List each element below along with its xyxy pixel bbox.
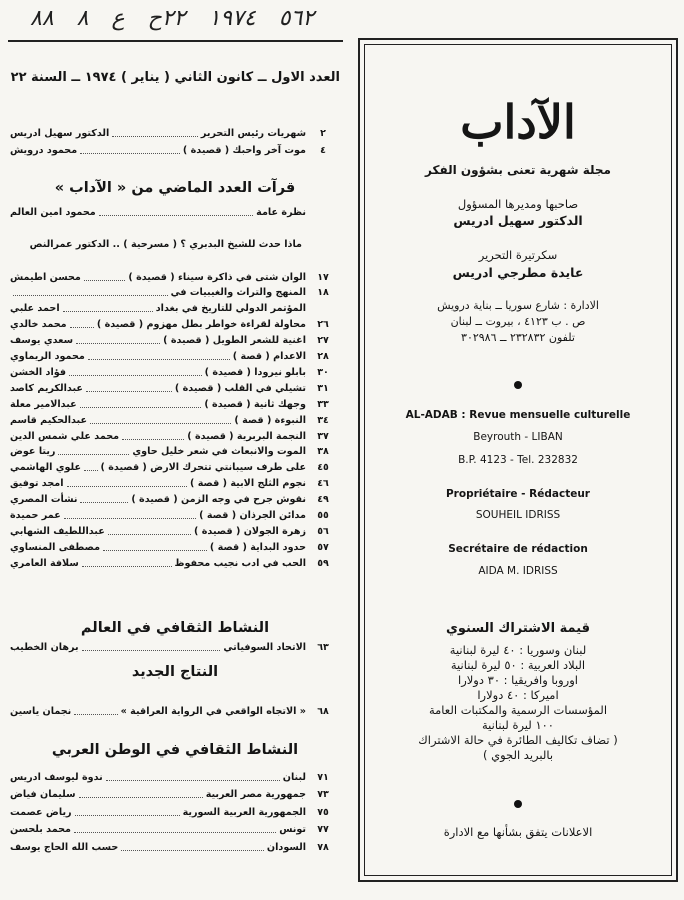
toc-title: تونس (279, 824, 306, 835)
toc-title: الاتحاد السوفياتي (223, 641, 306, 653)
toc-page: ٥٥ (317, 510, 329, 521)
magazine-title: الآداب (460, 95, 576, 149)
toc-author: عمر حميدة (10, 510, 61, 521)
toc-row[interactable] (10, 350, 340, 364)
toc-author: محسن اطيمش (10, 271, 81, 283)
toc-row[interactable] (10, 556, 340, 570)
phone-line: تلفون ٢٣٢٨٣٢ ــ ٣٠٢٩٨٦ (461, 331, 575, 344)
french-line: Beyrouth - LIBAN (473, 431, 563, 443)
toc-author: محمد بلحسن (10, 824, 71, 835)
toc-title: النبوءة ( قصة ) (234, 414, 306, 426)
toc-author: سليمان فياض (10, 789, 76, 800)
toc-author: ندوة ليوسف ادريس (10, 771, 103, 783)
toc-row[interactable] (10, 270, 340, 284)
toc-author: محمد خالدي (10, 319, 67, 331)
toc-title: الوان شتى في ذاكرة سيناء ( قصيدة ) (128, 271, 306, 283)
toc-title: السودان (266, 841, 306, 853)
hw-part: ٨٨ (30, 6, 54, 31)
secretary-name: عايدة مطرجي ادريس (452, 265, 584, 280)
toc-title: نجوم الثلج الابية ( قصة ) (190, 478, 306, 490)
french-owner-label: Propriétaire - Rédacteur (445, 488, 590, 500)
leader-dots (76, 337, 160, 344)
leader-dots (80, 147, 180, 154)
french-line: B.P. 4123 - Tel. 232832 (458, 454, 578, 466)
toc-author: علوي الهاشمي (10, 462, 82, 474)
leader-dots (82, 560, 172, 567)
leader-dots (82, 644, 221, 651)
section-title-world: النشاط الثقافي في العالم (80, 620, 270, 636)
toc-author: مصطفى المنساوي (10, 541, 101, 553)
subscription-line: ١٠٠ ليرة لبنانية (482, 718, 554, 732)
leader-dots (108, 528, 191, 535)
toc-page: ٢ (320, 127, 326, 139)
hw-part: ٥٦٢ (278, 6, 315, 31)
leader-dots (74, 708, 117, 715)
toc-page: ٧٣ (317, 789, 329, 800)
toc-author: محمود درويش (10, 144, 78, 156)
toc-page: ٥٦ (317, 525, 329, 537)
french-secretary-label: Secrétaire de rédaction (448, 543, 588, 555)
french-line: AL-ADAB : Revue mensuelle culturelle (405, 409, 631, 421)
play-line[interactable]: ماذا حدث للشيخ البدبري ؟ ( مسرحية ) .. الدكتور عمرالنص (29, 239, 302, 250)
toc-row[interactable] (10, 334, 340, 348)
subscription-line: بالبريد الجوي ) (482, 748, 554, 762)
toc-page: ٥٧ (317, 541, 329, 553)
leader-dots (84, 274, 126, 281)
toc-row[interactable] (10, 365, 340, 379)
leader-dots (70, 321, 94, 328)
toc-author: حسب الله الحاج يوسف (10, 841, 119, 853)
toc-author: رياض عصمت (10, 806, 72, 818)
hw-part: ٨ (76, 6, 89, 31)
toc-row[interactable] (10, 477, 340, 491)
toc-page: ٣٠ (317, 366, 329, 378)
leader-dots (63, 305, 153, 312)
toc-title: المؤتمر الدولي للتاريخ في بغداد (155, 303, 306, 315)
subscription-title: قيمة الاشتراك السنوي (445, 621, 591, 636)
subscription-line: البلاد العربية : ٥٠ ليرة لبنانية (450, 658, 586, 672)
toc-page: ١٧ (317, 271, 329, 283)
toc-page: ٢٧ (317, 335, 329, 347)
hw-part: ع (111, 6, 125, 31)
toc-row[interactable] (10, 381, 340, 395)
toc-page: ٧٧ (317, 824, 329, 835)
toc-page: ٢٨ (317, 351, 329, 362)
toc-row[interactable] (10, 823, 340, 837)
subscription-line: اوروبا وافريقيا : ٣٠ دولارا (458, 673, 578, 687)
masthead-box (358, 38, 678, 882)
toc-author: محمود الريماوي (10, 351, 85, 362)
toc-page: ٢٦ (317, 319, 329, 331)
toc-page: ٣٣ (317, 398, 329, 410)
handwritten-catalog-number (30, 6, 330, 40)
toc-title: الحب في ادب نجيب محفوظ (174, 557, 306, 569)
toc-page: ٣١ (317, 382, 329, 394)
leader-dots (88, 353, 230, 360)
toc-page: ٤٥ (317, 462, 329, 474)
toc-row[interactable] (10, 143, 340, 157)
toc-row[interactable] (10, 524, 340, 538)
toc-title: الجمهورية العربية السورية (182, 806, 306, 818)
toc-row[interactable] (10, 286, 340, 300)
hw-part: ٢٢ح (147, 6, 186, 31)
toc-author: محمد علي شمس الدين (10, 430, 120, 442)
toc-author: ريتا عوض (10, 446, 56, 458)
toc-title: تشيلي في القلب ( قصيدة ) (174, 382, 306, 394)
toc-page: ٦٣ (317, 641, 329, 653)
leader-dots (67, 480, 188, 487)
leader-dots (86, 385, 172, 392)
toc-title: حدود البداية ( قصة ) (209, 541, 306, 553)
bullet-dot (514, 381, 522, 389)
address-line: ص . ب ٤١٢٣ ، بيروت ــ لبنان (450, 315, 586, 328)
toc-title: نقوش جرح في وجه الزمن ( قصيدة ) (131, 494, 306, 506)
toc-title: لبنان (282, 771, 306, 783)
toc-row[interactable] (10, 805, 340, 819)
issue-line: العدد الاول ــ كانون الثاني ( يناير ) ١٩٧٤ ــ السنة ٢٢ (10, 70, 340, 85)
toc-title: نظرة عامة (256, 206, 306, 218)
toc-title: اغنية للشعر الطويل ( قصيدة ) (163, 335, 306, 347)
toc-page: ١٨ (317, 287, 329, 299)
toc-page: ٤٦ (317, 478, 329, 490)
toc-row[interactable] (10, 318, 340, 332)
toc-author: عبدالحكيم قاسم (10, 414, 88, 426)
leader-dots (64, 512, 196, 519)
toc-author: عبدالامير معلة (10, 398, 77, 410)
toc-author: احمد علبي (10, 303, 60, 315)
leader-dots (99, 209, 253, 216)
hw-part: ١٩٧٤ (208, 6, 256, 31)
toc-title: مدائن الجرذان ( قصة ) (199, 510, 306, 521)
leader-dots (121, 844, 264, 851)
toc-title: وجهك ثانية ( قصيدة ) (204, 398, 306, 410)
leader-dots (84, 464, 97, 471)
toc-author: عبدالكريم كاصد (10, 382, 83, 394)
toc-row[interactable] (10, 509, 340, 523)
toc-title: النجمة البربرية ( قصيدة ) (187, 430, 306, 442)
toc-row[interactable] (10, 302, 340, 316)
leader-dots (80, 496, 128, 503)
section-title-arab: النشاط الثقافي في الوطن العربي (51, 742, 299, 758)
secretary-label: سكرتيرة التحرير (478, 248, 558, 262)
toc-page: ٣٤ (317, 414, 329, 426)
toc-author: عبداللطيف الشهابي (10, 525, 105, 537)
toc-author: نجمان ياسين (10, 705, 72, 717)
toc-row[interactable] (10, 413, 340, 427)
toc-page: ٦٨ (317, 705, 329, 717)
toc-title: شهريات رئيس التحرير (200, 127, 306, 139)
toc-author: امجد توفيق (10, 478, 64, 490)
address-line: الادارة : شارع سوريا ــ بناية درويش (437, 299, 599, 312)
toc-row[interactable] (10, 788, 340, 802)
toc-row[interactable] (10, 770, 340, 784)
leader-dots (13, 289, 168, 296)
toc-author: سعدي يوسف (10, 335, 74, 347)
toc-title: على طرف سيبانتي تتحرك الارض ( قصيدة ) (100, 462, 306, 474)
toc-title: بابلو نيرودا ( قصيدة ) (204, 366, 306, 378)
leader-dots (106, 774, 280, 781)
owner-name: الدكتور سهيل ادريس (453, 213, 583, 228)
leader-dots (74, 826, 276, 833)
toc-author: فؤاد الخشن (10, 366, 67, 378)
subscription-line: لبنان وسوريا : ٤٠ ليرة لبنانية (449, 643, 587, 657)
owner-label: صاحبها ومديرها المسؤول (457, 197, 579, 211)
magazine-subtitle: مجلة شهرية تعنى بشؤون الفكر (425, 163, 611, 177)
toc-page: ٧١ (317, 771, 329, 783)
toc-page: ٥٩ (317, 557, 329, 569)
leader-dots (80, 401, 202, 408)
toc-title: الاعدام ( قصة ) (232, 351, 306, 362)
subscription-line: ( تضاف تكاليف الطائرة في حالة الاشتراك (418, 733, 618, 747)
toc-title: جمهورية مصر العربية (205, 789, 306, 800)
leader-dots (58, 448, 129, 455)
leader-dots (79, 791, 203, 798)
leader-dots (103, 544, 207, 551)
toc-row[interactable] (10, 461, 340, 475)
french-secretary-name: AIDA M. IDRISS (478, 565, 558, 577)
leader-dots (112, 130, 198, 137)
toc-page: ٤٩ (317, 494, 329, 506)
leader-dots (122, 433, 184, 440)
table-of-contents (10, 42, 340, 892)
subscription-line: المؤسسات الرسمية والمكتبات العامة (428, 703, 608, 717)
toc-page: ٧٥ (317, 806, 329, 818)
toc-author: محمود امين العالم (10, 206, 96, 218)
section-title-readings: قرآت العدد الماضي من « الآداب » (54, 180, 296, 196)
toc-page: ٣٨ (317, 446, 329, 458)
toc-page: ٣٧ (317, 430, 329, 442)
ads-note: الاعلانات يتفق بشأنها مع الادارة (443, 825, 593, 839)
toc-row[interactable] (10, 493, 340, 507)
inner-frame (364, 44, 672, 876)
toc-author: نشأت المصري (10, 494, 78, 506)
toc-row[interactable] (10, 126, 340, 140)
toc-row[interactable] (10, 640, 340, 654)
toc-title: موت آخر واحبك ( قصيدة ) (182, 144, 306, 156)
toc-row[interactable] (10, 445, 340, 459)
leader-dots (69, 369, 202, 376)
toc-row[interactable] (10, 840, 340, 854)
leader-dots (90, 417, 231, 424)
toc-row[interactable] (10, 397, 340, 411)
bullet-dot (514, 800, 522, 808)
toc-title: الموت والانبعاث في شعر خليل حاوي (132, 446, 306, 458)
leader-dots (75, 809, 180, 816)
section-title-new: النتاج الجديد (131, 664, 219, 680)
toc-row[interactable] (10, 429, 340, 443)
toc-page: ٤ (320, 144, 326, 156)
toc-title: « الاتجاه الواقعي في الرواية العراقية » (120, 705, 306, 717)
toc-title: زهرة الجولان ( قصيدة ) (194, 525, 306, 537)
toc-row[interactable] (10, 540, 340, 554)
toc-row[interactable] (10, 205, 340, 219)
toc-author: برهان الخطيب (10, 641, 79, 653)
toc-row[interactable] (10, 704, 340, 718)
toc-page: ٧٨ (317, 841, 329, 853)
toc-author: سلافة العامري (10, 557, 79, 569)
french-owner-name: SOUHEIL IDRISS (475, 509, 561, 521)
subscription-line: اميركا : ٤٠ دولارا (477, 688, 559, 702)
toc-author: الدكتور سهيل ادريس (10, 127, 110, 139)
toc-title: محاولة لقراءة خواطر بطل مهزوم ( قصيدة ) (96, 319, 306, 331)
toc-title: المنهج والتراث والغيبيات في (170, 287, 306, 299)
